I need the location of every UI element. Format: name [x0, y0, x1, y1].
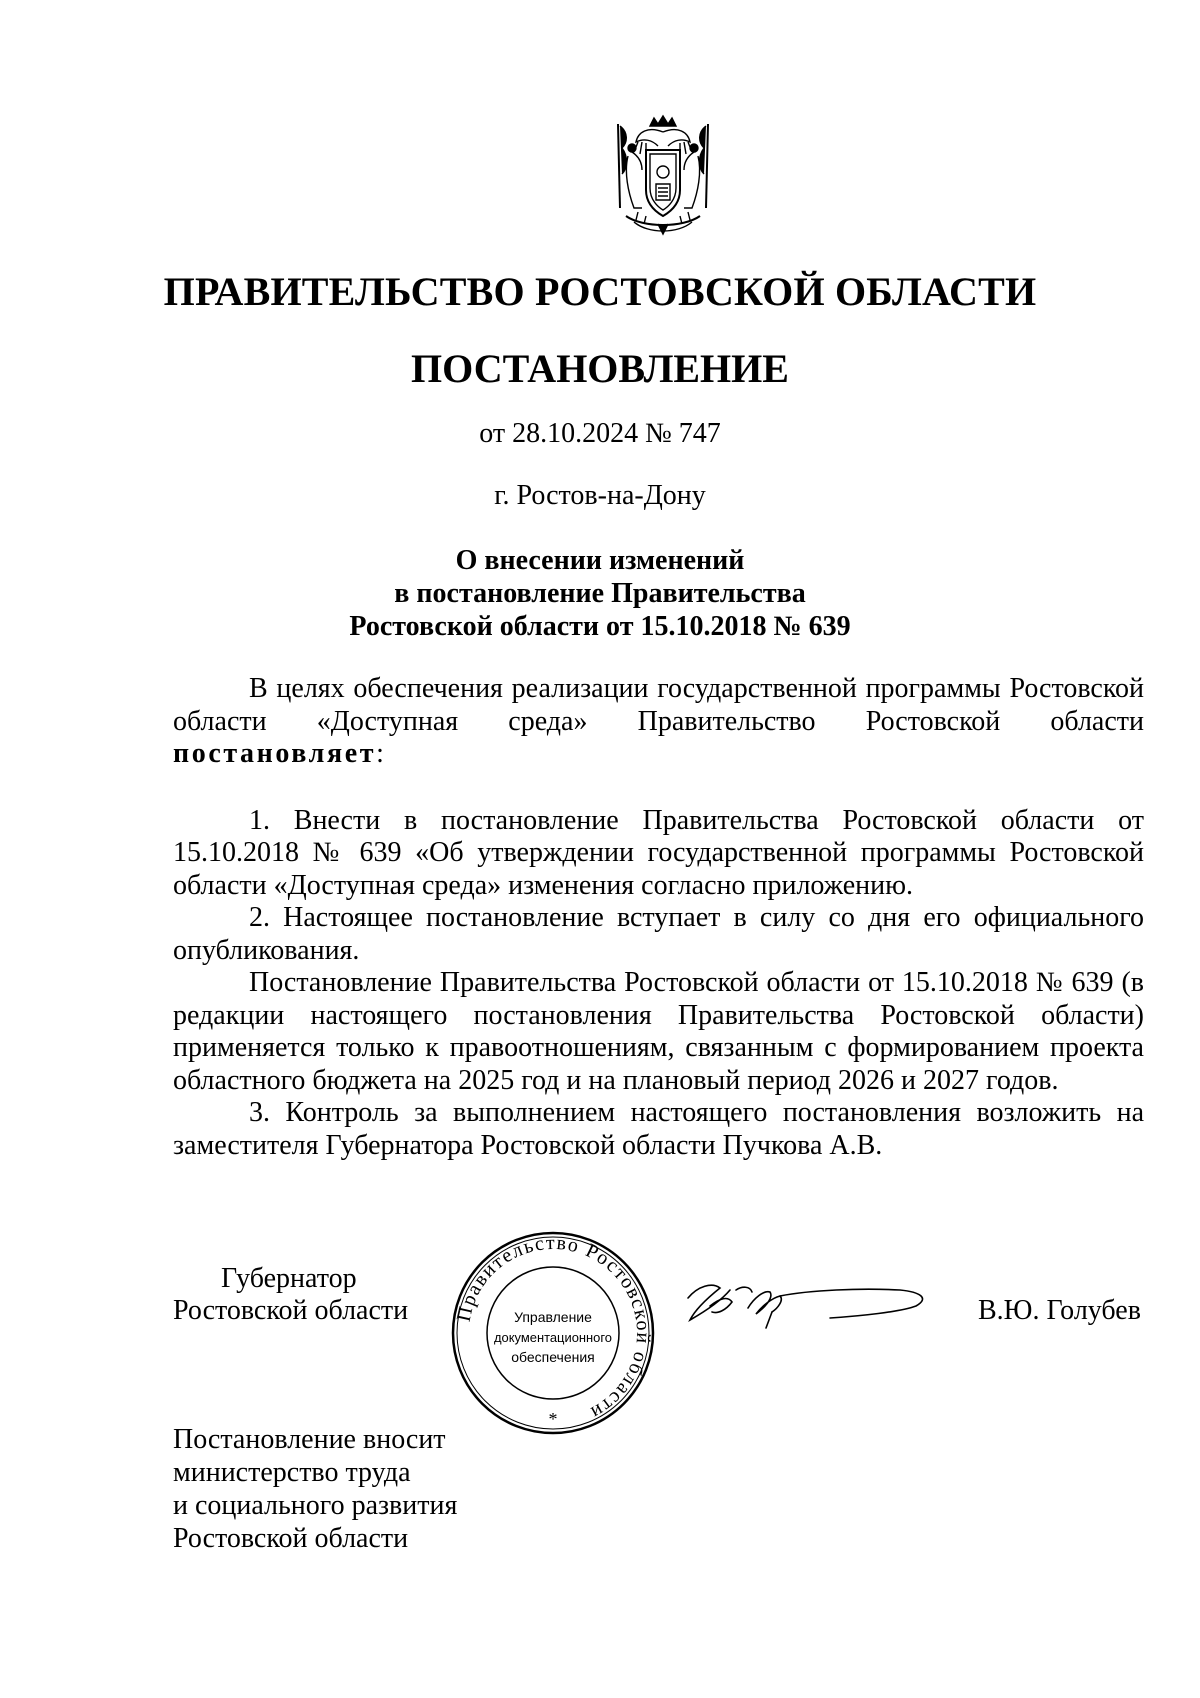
- signer-position: [173, 1263, 408, 1327]
- document-body: [173, 673, 1144, 1162]
- signer-name: В.Ю. Голубев: [978, 1295, 1141, 1326]
- government-title: ПРАВИТЕЛЬСТВО РОСТОВСКОЙ ОБЛАСТИ: [163, 269, 1037, 314]
- submitted-by-line: Постановление вносит: [173, 1424, 446, 1455]
- submitted-by-line: Ростовской области: [173, 1523, 409, 1554]
- seal-center-line: документационного: [494, 1330, 612, 1345]
- seal-ring-text: Правительство Ростовской области: [452, 1231, 655, 1425]
- item-paragraph: 3. Контроль за выполнением настоящего постановления возложить на заместителя Губернатора Ростовской области Пучкова А.В.: [173, 1097, 1144, 1161]
- submitted-by-block: [173, 1423, 457, 1555]
- svg-text:Правительство Ростовской облас: [453, 1232, 654, 1424]
- item-paragraph: Постановление Правительства Ростовской области от 15.10.2018 № 639 (в редакции настоящего постановления Правительства Ростовской области) применяется только к правоотношениям, связанным с формированием проекта областного бюджета на 2025 год и на плановый период 2026 и 2027 годов.: [173, 967, 1144, 1096]
- handwritten-signature: [680, 1268, 940, 1338]
- subject-line: в постановление Правительства: [394, 578, 806, 609]
- preamble-paragraph: [173, 673, 1144, 771]
- item-paragraph: 2. Настоящее постановление вступает в силу со дня его официального опубликования.: [173, 902, 1144, 966]
- subject-line: О внесении изменений: [455, 545, 745, 576]
- preamble-text: В целях обеспечения реализации государственной программы Ростовской области «Доступная среда» Правительство Ростовской области: [173, 673, 1144, 737]
- preamble-colon: :: [376, 738, 384, 769]
- signer-position-line: Губернатор: [221, 1263, 357, 1294]
- document-place: г. Ростов-на-Дону: [494, 480, 706, 511]
- document-type: ПОСТАНОВЛЕНИЕ: [411, 346, 789, 391]
- preamble-keyword: постановляет: [173, 738, 377, 769]
- coat-of-arms-icon: [598, 112, 728, 242]
- official-seal-stamp: [448, 1228, 658, 1438]
- item-paragraph: 1. Внести в постановление Правительства Ростовской области от 15.10.2018 № 639 «Об утверждении государственной программы Ростовской области «Доступная среда» изменения согласно приложению.: [173, 804, 1144, 901]
- document-subject: [0, 544, 1200, 643]
- submitted-by-line: и социального развития: [173, 1490, 458, 1521]
- signer-position-line: Ростовской области: [173, 1295, 409, 1326]
- svg-text:*: *: [548, 1409, 558, 1429]
- seal-center-line: Управление: [514, 1309, 592, 1325]
- submitted-by-line: министерство труда: [173, 1457, 411, 1488]
- subject-line: Ростовской области от 15.10.2018 № 639: [349, 611, 851, 642]
- seal-center-line: обеспечения: [511, 1349, 595, 1365]
- document-date-number: от 28.10.2024 № 747: [479, 418, 721, 449]
